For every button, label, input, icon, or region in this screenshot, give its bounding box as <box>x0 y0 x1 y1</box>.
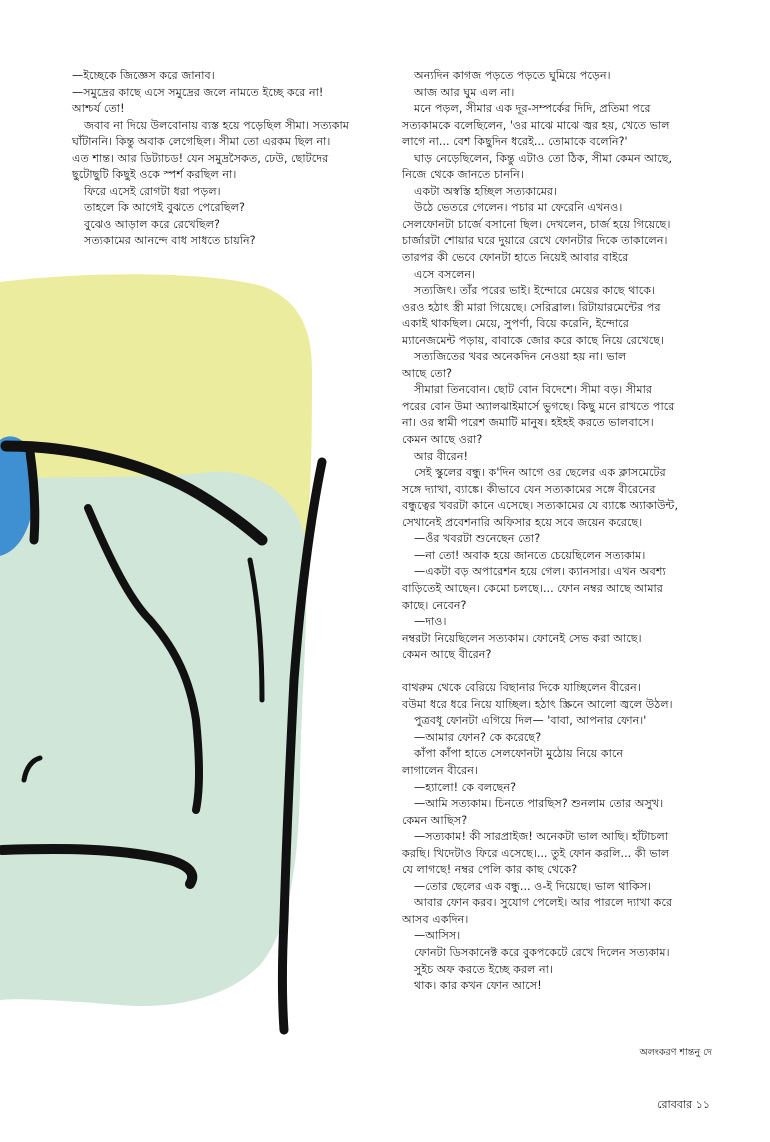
text-line: সত্যকামকে বলেছিলেন, 'ওর মাঝে মাঝে জ্বর হয়, খেতে ভাল <box>402 118 670 132</box>
text-line: —আমি সত্যকাম। চিনতে পারছিস? শুনলাম তোর অসুখ। <box>414 797 664 811</box>
text-line: তাহলে কি আগেই বুঝতে পেরেছিল? <box>84 201 245 215</box>
text-line: সঙ্গে দ্যাখা, ব্যাঙ্কে। কীভাবে যেন সত্যকামের সঙ্গে বীরেনের <box>402 482 656 496</box>
text-line: বাথরুম থেকে বেরিয়ে বিছানার দিকে যাচ্ছিলেন বীরেন। <box>402 681 641 695</box>
text-line: বাড়িতেই আছেন। কেমো চলছে।... ফোন নম্বর আছে আমার <box>402 581 663 595</box>
text-line: কেমন আছিস? <box>402 813 468 827</box>
text-line: লাগে না... বেশ কিছুদিন ধরেই... তোমাকে বলেনি?' <box>402 135 628 149</box>
text-line: ওরও হঠাৎ স্ত্রী মারা গিয়েছে। সেরিব্রাল। রিটায়ারমেন্টের পর <box>402 300 661 314</box>
text-line: —আমার ফোন? কে করেছে? <box>414 730 542 744</box>
text-line: অন্যদিন কাগজ পড়তে পড়তে ঘুমিয়ে পড়েন। <box>414 69 611 82</box>
text-line: সীমারা তিনবোন। ছোট বোন বিদেশে। সীমা বড়। সীমার <box>414 383 652 397</box>
text-line: ম্যানেজমেন্ট পড়ায়, বাবাকে জোর করে কাছে নিয়ে রেখেছে। <box>402 333 665 347</box>
text-line: জবাব না দিয়ে উলবোনায় ব্যস্ত হয়ে পড়েছিল সীমা। সত্যকাম <box>84 118 350 132</box>
text-line: করছি। খিদেটাও ফিরে এসেছে।... তুই ফোন করলি... কী ভাল <box>402 846 670 860</box>
text-line: কেমন আছে বীরেন? <box>402 648 492 662</box>
text-line: কেমন আছে ওরা? <box>402 433 483 447</box>
text-line: আছে তো? <box>402 366 452 380</box>
text-line: এত শান্ত। আর ডিট্যাচড! যেন সমুদ্রসৈকত, ঢেউ, ছোটদের <box>72 151 329 165</box>
text-line: —দাও। <box>414 615 447 629</box>
text-line: তারপর কী ভেবে ফোনটা হাতে নিয়েই আবার বাইরে <box>402 251 629 265</box>
text-line: —আসিস। <box>414 929 461 943</box>
text-line: আর বীরেন! <box>414 449 468 463</box>
text-line: যে লাগছে! নম্বর পেলি কার কাছ থেকে? <box>402 863 578 877</box>
text-line: কাঁপা কাঁপা হাতে সেলফোনটা মুঠোয় নিয়ে কানে <box>414 747 624 761</box>
text-line: আজ আর ঘুম এল না। <box>414 85 515 99</box>
text-line: একাই থাকছিল। মেয়ে, সুপর্ণা, বিয়ে করেনি, ইন্দোরে <box>402 317 629 331</box>
text-line: —ওঁর খবরটা শুনেছেন তো? <box>414 532 541 546</box>
text-line: বউমা ধরে ধরে নিয়ে যাচ্ছিল। হঠাৎ স্ক্রিনে আলো জ্বলে উঠল। <box>402 697 673 711</box>
text-line: কাছে। নেবেন? <box>402 598 467 612</box>
text-line: পরের বোন উমা অ্যালঝাইমার্সে ভুগছে। কিছু মনে রাখতে পারে <box>402 399 675 413</box>
text-line: মনে পড়ল, সীমার এক দূর-সম্পর্কের দিদি, প্রতিমা পরে <box>414 102 651 116</box>
text-line: —না তো! অবাক হয়ে জানতে চেয়েছিলেন সত্যকাম। <box>414 548 646 562</box>
mint-wash <box>0 472 306 1006</box>
text-line: সত্যকামের আনন্দে বাধ সাধতে চায়নি? <box>84 234 256 248</box>
text-line: আবার ফোন করব। সুযোগ পেলেই। আর পারলে দ্যাখা করে <box>414 896 673 910</box>
text-line: বুঝেও আড়াল করে রেখেছিল? <box>84 217 220 231</box>
text-line: —সমুদ্রের কাছে এসে সমুদ্রের জলে নামতে ইচ্ছে করে না! <box>72 85 324 99</box>
text-line: —তোর ছেলের এক বন্ধু... ও-ই দিয়েছে। ভাল থাকিস। <box>414 879 652 893</box>
text-line: —ইচ্ছেকে জিজ্ঞেস করে জানাব। <box>72 69 215 82</box>
brush-stroke-wedge <box>30 452 35 540</box>
text-line: সত্যজিৎ। তাঁর পরের ভাই। ইন্দোরে মেয়ের কাছে থাকে। <box>414 284 656 298</box>
left-column <box>72 68 372 250</box>
text-line: এসে বসলেন। <box>414 267 476 281</box>
text-line: —একটা বড় অপারেশন হয়ে গেল। ক্যানসার। এখন অবশ্য <box>414 565 666 579</box>
text-line: আসব একদিন। <box>402 912 469 926</box>
text-line: সেখানেই প্রবেশনারি অফিসার হয়ে সবে জয়েন করেছে। <box>402 515 643 529</box>
text-line: পুত্রবধূ ফোনটা এগিয়ে দিল— 'বাবা, আপনার ফোন।' <box>414 714 647 728</box>
text-line: উঠে ভেতরে গেলেন। পচার মা ফেরেনি এখনও। <box>414 201 623 215</box>
text-line: সুইচ অফ করতে ইচ্ছে করল না। <box>414 962 553 976</box>
text-line: নম্বরটা নিয়েছিলেন সত্যকাম। ফোনেই সেভ করা আছে। <box>402 631 642 645</box>
text-line: লাগালেন বীরেন। <box>402 763 478 777</box>
illustration-credit: অলংকরণ শান্তনু দে <box>639 1047 712 1058</box>
page-folio: রোববার ১১ <box>657 1098 710 1111</box>
text-line: ফিরে এসেই রোগটা ধরা পড়ল। <box>84 184 221 198</box>
text-line: ফোনটা ডিসকানেক্ট করে বুকপকেটে রেখে দিলেন সত্যকাম। <box>414 945 670 959</box>
text-line: আশ্চর্য তো! <box>72 102 125 116</box>
text-line: সেই স্কুলের বন্ধু। ক'দিন আগে ওর ছেলের এক ক্লাসমেটের <box>414 466 666 480</box>
text-line: বন্ধুত্বের খবরটা কানে এসেছে। সত্যকামের যে ব্যাঙ্কে অ্যাকাউন্ট, <box>402 499 679 513</box>
text-line: না। ওর স্বামী পরেশ জমাটি মানুষ। হইহই করতে ভালবাসে। <box>402 416 654 430</box>
text-line: ছুটোছুটি কিছুই ওকে স্পর্শ করছিল না। <box>72 168 237 182</box>
text-line: চার্জারটা শোয়ার ঘরে দুয়ারে রেখে ফোনটার দিকে তাকালেন। <box>402 234 668 248</box>
text-line: থাক। কার কখন ফোন আসে! <box>414 979 542 993</box>
text-line: সেলফোনটা চার্জে বসানো ছিল। দেখলেন, চার্জ হয়ে গিয়েছে। <box>402 217 671 231</box>
text-line: নিজে থেকে জানতে চাননি। <box>402 168 524 182</box>
text-line: —সত্যকাম! কী সারপ্রাইজ! অনেকটা ভাল আছি। হাঁটাচলা <box>414 830 669 844</box>
text-line: ঘাঁটাননি। কিন্তু অবাক লেগেছিল। সীমা তো এরকম ছিল না। <box>72 135 331 149</box>
text-line: —হ্যালো! কে বলছেন? <box>414 780 517 794</box>
text-line: সত্যজিতের খবর অনেকদিন নেওয়া হয় না। ভাল <box>414 350 627 364</box>
text-line: ঘাড় নেড়েছিলেন, কিন্তু এটাও তো ঠিক, সীমা কেমন আছে, <box>414 151 673 165</box>
right-column <box>402 68 702 995</box>
text-line <box>402 664 702 681</box>
text-line: একটা অস্বস্তি হচ্ছিল সত্যকামের। <box>414 184 558 198</box>
